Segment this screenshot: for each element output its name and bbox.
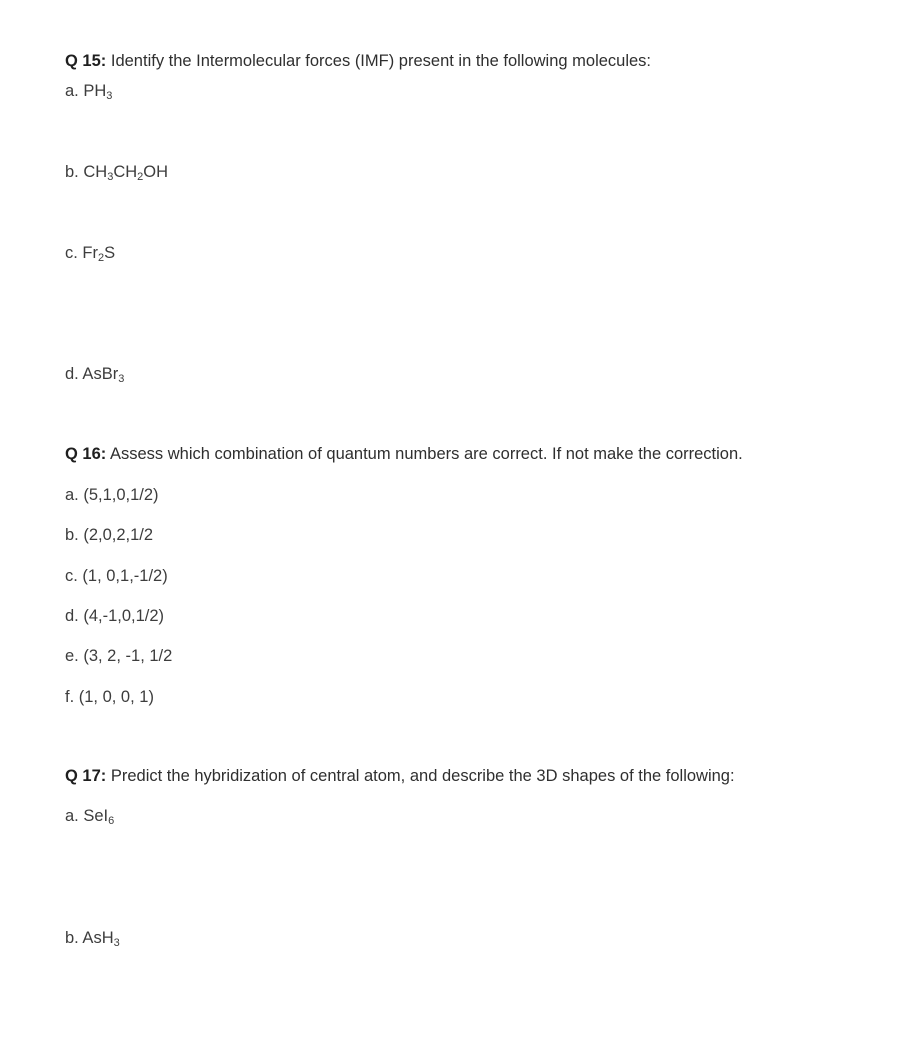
q17-heading: [65, 766, 735, 786]
q15-item-a-text: a. PH: [65, 82, 107, 100]
q17-item-b-sub: 3: [113, 937, 120, 949]
q15-item-b-mid: CH: [113, 163, 138, 181]
q16-item-c: c. (1, 0,1,-1/2): [65, 567, 168, 585]
q15-item-b: [65, 162, 168, 182]
q15-item-d-sub: 3: [118, 373, 125, 385]
q17-item-a-sub: 6: [108, 815, 115, 827]
q17-item-a: [65, 806, 114, 826]
q16-item-a: a. (5,1,0,1/2): [65, 486, 159, 504]
q15-text: Identify the Intermolecular forces (IMF) present in the following molecules:: [106, 52, 652, 70]
q15-item-d-text: d. AsBr: [65, 365, 119, 383]
q17-item-a-text: a. SeI: [65, 807, 109, 825]
q15-item-d: [65, 364, 124, 384]
q16-item-b: b. (2,0,2,1/2: [65, 526, 154, 544]
q17-label: Q 17:: [65, 767, 107, 785]
q16-item-d: d. (4,-1,0,1/2): [65, 607, 165, 625]
q15-item-c: [65, 243, 115, 263]
q15-heading: [65, 51, 651, 71]
q15-item-c-sub: 2: [98, 252, 105, 264]
q16-label: Q 16:: [65, 445, 107, 463]
q15-item-c-text: c. Fr: [65, 244, 98, 262]
q17-item-b: [65, 928, 120, 948]
q15-item-b-suffix: OH: [143, 163, 169, 181]
q15-item-a: [65, 81, 112, 101]
q15-item-b-sub1: 3: [107, 171, 114, 183]
q17-text: Predict the hybridization of central atom, and describe the 3D shapes of the following:: [106, 767, 735, 785]
q16-item-e: e. (3, 2, -1, 1/2: [65, 647, 173, 665]
q15-item-c-suffix: S: [104, 244, 116, 262]
q16-item-f: f. (1, 0, 0, 1): [65, 688, 154, 706]
q16-heading: [65, 444, 743, 464]
q15-label: Q 15:: [65, 52, 107, 70]
q16-text: Assess which combination of quantum numbers are correct. If not make the correction.: [106, 445, 743, 463]
q17-item-b-text: b. AsH: [65, 929, 114, 947]
q15-item-b-sub2: 2: [137, 171, 144, 183]
q15-item-b-text: b. CH: [65, 163, 108, 181]
q15-item-a-sub: 3: [106, 90, 113, 102]
